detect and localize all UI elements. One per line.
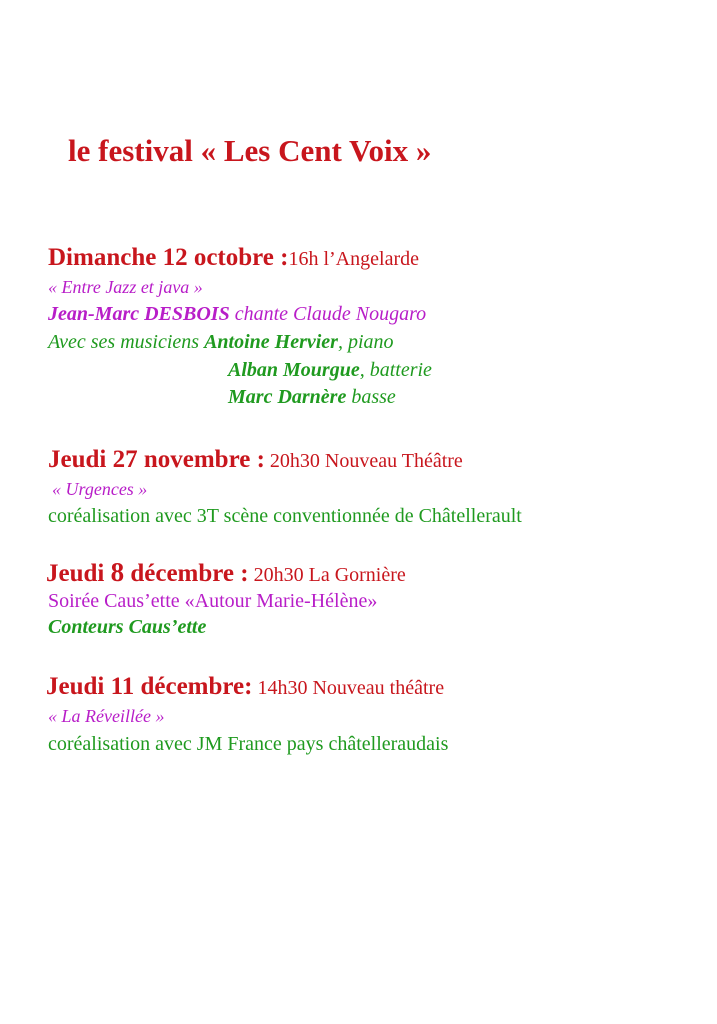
event-1-musician-name: Marc Darnère — [228, 386, 347, 408]
event-1-time-place: 16h l’Angelarde — [288, 248, 419, 270]
event-2-header — [48, 446, 463, 474]
event-4-header — [46, 673, 444, 701]
event-2-time-place: 20h30 Nouveau Théâtre — [264, 450, 463, 472]
event-1-performer-line — [48, 303, 426, 326]
event-2-subtitle: « Urgences » — [52, 479, 148, 499]
event-3-date-suffix: décembre : — [124, 560, 249, 587]
event-1-musicians-intro: Avec ses musiciens — [48, 331, 205, 353]
event-1-musician-role: , batterie — [359, 359, 432, 381]
event-1-performer-desc: chante Claude Nougaro — [229, 303, 427, 325]
event-2-line: coréalisation avec 3T scène conventionnée de Châtellerault — [48, 505, 522, 527]
event-1-date: Dimanche 12 octobre : — [48, 244, 289, 271]
event-3-header — [46, 557, 406, 588]
event-1-subtitle: « Entre Jazz et java » — [48, 277, 203, 297]
event-2-date: Jeudi 27 novembre : — [48, 446, 265, 473]
event-1-musician-line-2 — [228, 359, 432, 382]
event-1-header — [48, 244, 419, 272]
event-1-musician-role: , piano — [337, 331, 394, 353]
event-1-musician-name: Antoine Hervier — [204, 331, 338, 353]
festival-title: le festival « Les Cent Voix » — [68, 133, 432, 168]
event-1-musician-line-1 — [48, 331, 394, 354]
event-4-time-place: 14h30 Nouveau théâtre — [252, 677, 445, 699]
event-3-time-place: 20h30 La Gornière — [248, 564, 406, 586]
event-3-line-1: Soirée Caus’ette «Autour Marie-Hélène» — [48, 590, 378, 612]
event-3-date-day: 8 — [110, 557, 125, 587]
event-1-performer: Jean-Marc DESBOIS — [48, 303, 230, 325]
event-1-musician-line-3 — [228, 386, 396, 409]
event-4-line: coréalisation avec JM France pays châtelleraudais — [48, 733, 449, 755]
event-4-date-colon: : — [244, 673, 253, 700]
event-1-musician-role: basse — [346, 386, 396, 408]
event-3-date-prefix: Jeudi — [46, 560, 111, 587]
event-4-date: Jeudi 11 décembre — [46, 673, 245, 700]
event-1-musician-name: Alban Mourgue — [228, 359, 360, 381]
event-3-line-2: Conteurs Caus’ette — [48, 616, 207, 638]
event-4-subtitle: « La Réveillée » — [48, 706, 165, 726]
